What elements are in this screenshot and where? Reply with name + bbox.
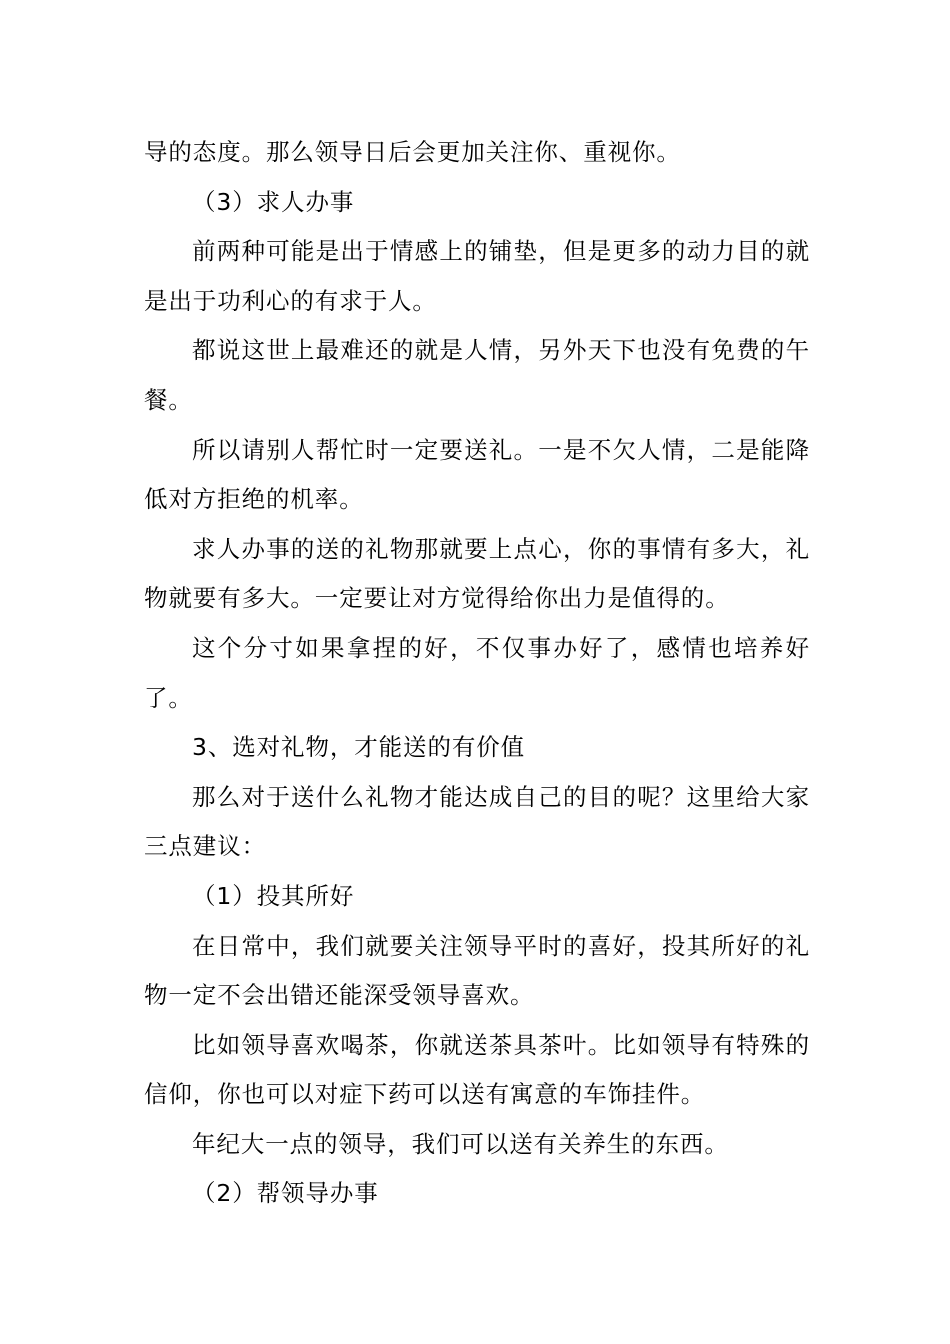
paragraph-11: 在日常中，我们就要关注领导平时的喜好，投其所好的礼物一定不会出错还能深受领导喜欢。 [144,931,810,1010]
section-heading-3: 3、选对礼物，才能送的有价值 [192,733,526,762]
paragraph-12: 比如领导喜欢喝茶，你就送茶具茶叶。比如领导有特殊的信仰，你也可以对症下药可以送有寓意的车饰挂件。 [144,1030,810,1109]
document-body [144,128,810,1219]
paragraph-heading-2: （2）帮领导办事 [192,1179,379,1208]
paragraph-3: 前两种可能是出于情感上的铺垫，但是更多的动力目的就是出于功利心的有求于人。 [144,237,810,315]
paragraph-5: 所以请别人帮忙时一定要送礼。一是不欠人情，二是能降低对方拒绝的机率。 [144,435,810,514]
paragraph-heading-3: （3）求人办事 [192,187,355,216]
paragraph-4: 都说这世上最难还的就是人情，另外天下也没有免费的午餐。 [144,336,810,414]
paragraph-13: 年纪大一点的领导，我们可以送有关养生的东西。 [192,1129,729,1158]
paragraph-heading-1: （1）投其所好 [192,881,355,910]
paragraph-1: 导的态度。那么领导日后会更加关注你、重视你。 [144,138,681,166]
paragraph-7: 这个分寸如果拿捏的好，不仅事办好了，感情也培养好了。 [144,633,810,712]
paragraph-6: 求人办事的送的礼物那就要上点心，你的事情有多大，礼物就要有多大。一定要让对方觉得给你出力是值得的。 [144,534,810,613]
paragraph-9: 那么对于送什么礼物才能达成自己的目的呢？这里给大家三点建议： [144,782,810,861]
